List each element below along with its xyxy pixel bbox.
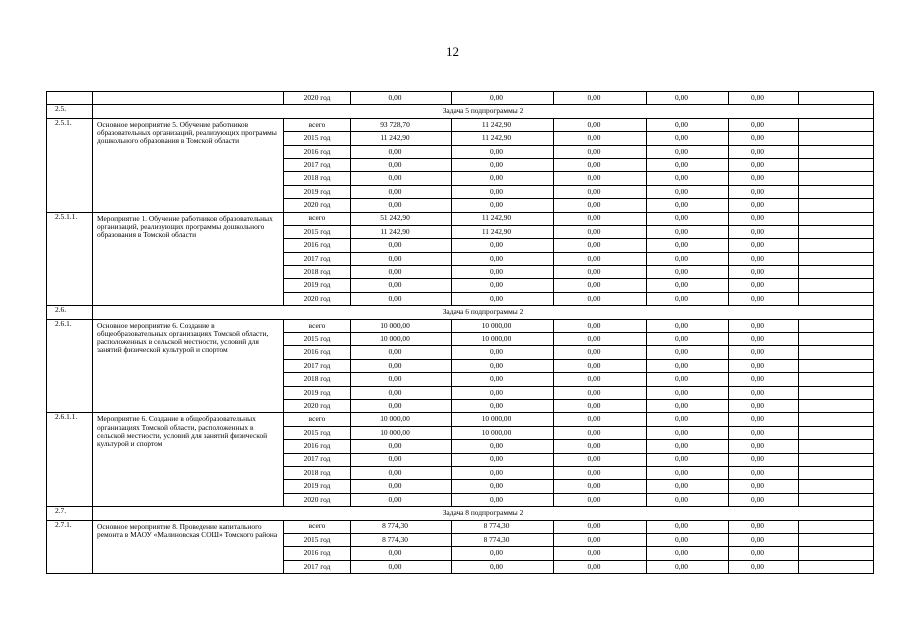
empty-cell	[799, 533, 874, 546]
empty-cell	[799, 239, 874, 252]
value-cell: 0,00	[452, 185, 554, 198]
value-cell: 0,00	[554, 118, 647, 131]
empty-cell	[799, 560, 874, 573]
value-cell: 0,00	[647, 386, 729, 399]
value-cell: 0,00	[351, 480, 452, 493]
value-cell: 0,00	[729, 319, 799, 332]
value-cell: 0,00	[351, 158, 452, 171]
value-cell: 0,00	[647, 225, 729, 238]
value-cell: 0,00	[647, 92, 729, 105]
item-name: Мероприятие 1. Обучение работников образовательных организаций, реализующих программы дошкольного образования в Томской области	[93, 212, 284, 306]
empty-cell	[799, 158, 874, 171]
table-row	[47, 92, 874, 105]
value-cell: 0,00	[647, 426, 729, 439]
year-cell: 2020 год	[284, 292, 351, 305]
empty-cell	[93, 92, 284, 105]
item-name: Основное мероприятие 5. Обучение работников образовательных организаций, реализующих программы дошкольного образования в Томской области	[93, 118, 284, 212]
value-cell: 8 774,30	[351, 520, 452, 533]
item-name: Мероприятие 6. Создание в общеобразовательных организациях Томской области, расположенных в сельской местности, условий для занятий физической культурой и спортом	[93, 413, 284, 507]
year-cell: 2016 год	[284, 440, 351, 453]
empty-cell	[799, 292, 874, 305]
value-cell: 10 000,00	[351, 333, 452, 346]
item-name: Основное мероприятие 6. Создание в общеобразовательных организациях Томской области, расположенных в сельской местности, условий для занятий физической культурой и спортом	[93, 319, 284, 413]
empty-cell	[799, 333, 874, 346]
value-cell: 0,00	[729, 212, 799, 225]
value-cell: 0,00	[729, 466, 799, 479]
empty-cell	[799, 252, 874, 265]
value-cell: 0,00	[452, 92, 554, 105]
table-row	[47, 319, 874, 332]
year-cell: всего	[284, 212, 351, 225]
empty-cell	[799, 319, 874, 332]
empty-cell	[799, 440, 874, 453]
value-cell: 0,00	[554, 426, 647, 439]
year-cell: 2015 год	[284, 333, 351, 346]
value-cell: 0,00	[351, 92, 452, 105]
value-cell: 0,00	[729, 252, 799, 265]
value-cell: 0,00	[647, 333, 729, 346]
empty-cell	[799, 145, 874, 158]
table-row	[47, 118, 874, 131]
value-cell: 11 242,90	[452, 225, 554, 238]
value-cell: 0,00	[554, 440, 647, 453]
value-cell: 0,00	[729, 145, 799, 158]
value-cell: 0,00	[554, 547, 647, 560]
value-cell: 0,00	[729, 386, 799, 399]
empty-cell	[799, 172, 874, 185]
task-row	[47, 507, 874, 520]
value-cell: 0,00	[452, 266, 554, 279]
empty-cell	[799, 466, 874, 479]
value-cell: 0,00	[351, 199, 452, 212]
empty-cell	[799, 547, 874, 560]
value-cell: 0,00	[729, 440, 799, 453]
year-cell: 2019 год	[284, 386, 351, 399]
value-cell: 0,00	[554, 132, 647, 145]
value-cell: 0,00	[351, 453, 452, 466]
year-cell: 2015 год	[284, 225, 351, 238]
value-cell: 0,00	[647, 279, 729, 292]
page-number: 12	[446, 44, 459, 59]
year-cell: всего	[284, 319, 351, 332]
year-cell: 2015 год	[284, 533, 351, 546]
empty-cell	[799, 279, 874, 292]
value-cell: 0,00	[554, 212, 647, 225]
value-cell: 0,00	[452, 252, 554, 265]
value-cell: 0,00	[452, 480, 554, 493]
budget-table	[46, 91, 874, 574]
year-cell: 2019 год	[284, 279, 351, 292]
year-cell: 2018 год	[284, 172, 351, 185]
empty-cell	[799, 199, 874, 212]
value-cell: 0,00	[729, 359, 799, 372]
value-cell: 0,00	[452, 399, 554, 412]
value-cell: 0,00	[729, 426, 799, 439]
value-cell: 0,00	[351, 440, 452, 453]
value-cell: 0,00	[729, 346, 799, 359]
value-cell: 0,00	[729, 413, 799, 426]
value-cell: 0,00	[452, 292, 554, 305]
value-cell: 0,00	[554, 145, 647, 158]
budget-body	[47, 92, 874, 574]
value-cell: 0,00	[647, 480, 729, 493]
value-cell: 0,00	[452, 279, 554, 292]
empty-cell	[799, 493, 874, 506]
item-number: 2.6.1.1.	[47, 413, 93, 507]
task-number: 2.5.	[47, 105, 93, 118]
table-row	[47, 413, 874, 426]
value-cell: 0,00	[729, 132, 799, 145]
value-cell: 0,00	[729, 92, 799, 105]
value-cell: 0,00	[647, 453, 729, 466]
value-cell: 0,00	[647, 292, 729, 305]
value-cell: 0,00	[729, 225, 799, 238]
value-cell: 0,00	[647, 118, 729, 131]
value-cell: 10 000,00	[452, 426, 554, 439]
value-cell: 0,00	[554, 158, 647, 171]
value-cell: 93 728,70	[351, 118, 452, 131]
empty-cell	[799, 359, 874, 372]
value-cell: 0,00	[647, 145, 729, 158]
value-cell: 0,00	[554, 466, 647, 479]
value-cell: 0,00	[452, 145, 554, 158]
value-cell: 0,00	[554, 279, 647, 292]
empty-cell	[799, 480, 874, 493]
value-cell: 0,00	[554, 185, 647, 198]
value-cell: 0,00	[351, 266, 452, 279]
value-cell: 0,00	[647, 413, 729, 426]
value-cell: 0,00	[452, 547, 554, 560]
value-cell: 10 000,00	[452, 333, 554, 346]
empty-cell	[799, 386, 874, 399]
value-cell: 10 000,00	[452, 413, 554, 426]
value-cell: 0,00	[647, 399, 729, 412]
task-title: Задача 6 подпрограммы 2	[93, 306, 874, 319]
value-cell: 0,00	[729, 333, 799, 346]
value-cell: 0,00	[351, 386, 452, 399]
value-cell: 0,00	[647, 266, 729, 279]
value-cell: 0,00	[647, 466, 729, 479]
empty-cell	[799, 453, 874, 466]
empty-cell	[799, 413, 874, 426]
empty-cell	[799, 92, 874, 105]
value-cell: 0,00	[351, 292, 452, 305]
year-cell: 2020 год	[284, 493, 351, 506]
value-cell: 0,00	[729, 172, 799, 185]
task-title: Задача 5 подпрограммы 2	[93, 105, 874, 118]
value-cell: 0,00	[729, 199, 799, 212]
table-row	[47, 520, 874, 533]
empty-cell	[799, 118, 874, 131]
empty-cell	[799, 225, 874, 238]
value-cell: 0,00	[452, 453, 554, 466]
value-cell: 0,00	[554, 92, 647, 105]
empty-cell	[799, 212, 874, 225]
value-cell: 0,00	[351, 346, 452, 359]
year-cell: 2017 год	[284, 560, 351, 573]
value-cell: 11 242,90	[452, 132, 554, 145]
value-cell: 0,00	[554, 413, 647, 426]
year-cell: 2018 год	[284, 373, 351, 386]
year-cell: 2020 год	[284, 399, 351, 412]
empty-cell	[799, 132, 874, 145]
year-cell: 2016 год	[284, 239, 351, 252]
value-cell: 0,00	[351, 466, 452, 479]
value-cell: 0,00	[452, 373, 554, 386]
value-cell: 0,00	[729, 158, 799, 171]
empty-cell	[799, 346, 874, 359]
empty-cell	[799, 373, 874, 386]
value-cell: 0,00	[351, 172, 452, 185]
item-number: 2.5.1.1.	[47, 212, 93, 306]
value-cell: 0,00	[554, 319, 647, 332]
value-cell: 0,00	[452, 346, 554, 359]
value-cell: 51 242,90	[351, 212, 452, 225]
value-cell: 0,00	[729, 279, 799, 292]
value-cell: 0,00	[729, 185, 799, 198]
value-cell: 10 000,00	[351, 413, 452, 426]
year-cell: 2015 год	[284, 426, 351, 439]
value-cell: 0,00	[351, 399, 452, 412]
value-cell: 0,00	[554, 386, 647, 399]
value-cell: 0,00	[647, 252, 729, 265]
year-cell: всего	[284, 413, 351, 426]
value-cell: 0,00	[351, 373, 452, 386]
empty-cell	[799, 185, 874, 198]
year-cell: 2019 год	[284, 480, 351, 493]
year-cell: 2017 год	[284, 158, 351, 171]
value-cell: 0,00	[554, 239, 647, 252]
value-cell: 0,00	[452, 466, 554, 479]
value-cell: 0,00	[729, 239, 799, 252]
task-row	[47, 105, 874, 118]
value-cell: 0,00	[554, 292, 647, 305]
value-cell: 0,00	[647, 212, 729, 225]
value-cell: 0,00	[554, 266, 647, 279]
value-cell: 0,00	[554, 533, 647, 546]
year-cell: 2017 год	[284, 453, 351, 466]
value-cell: 0,00	[729, 547, 799, 560]
value-cell: 0,00	[452, 440, 554, 453]
value-cell: 0,00	[647, 319, 729, 332]
value-cell: 0,00	[452, 172, 554, 185]
empty-cell	[799, 266, 874, 279]
value-cell: 0,00	[452, 239, 554, 252]
value-cell: 0,00	[647, 239, 729, 252]
value-cell: 0,00	[452, 493, 554, 506]
value-cell: 0,00	[729, 493, 799, 506]
value-cell: 11 242,90	[452, 118, 554, 131]
empty-cell	[799, 426, 874, 439]
value-cell: 0,00	[554, 520, 647, 533]
year-cell: 2020 год	[284, 92, 351, 105]
value-cell: 0,00	[729, 520, 799, 533]
value-cell: 0,00	[647, 373, 729, 386]
value-cell: 0,00	[729, 266, 799, 279]
value-cell: 8 774,30	[452, 520, 554, 533]
value-cell: 0,00	[647, 185, 729, 198]
value-cell: 0,00	[351, 547, 452, 560]
value-cell: 0,00	[351, 239, 452, 252]
year-cell: 2016 год	[284, 547, 351, 560]
value-cell: 8 774,30	[351, 533, 452, 546]
value-cell: 0,00	[351, 145, 452, 158]
value-cell: 0,00	[554, 493, 647, 506]
value-cell: 0,00	[452, 199, 554, 212]
value-cell: 0,00	[554, 480, 647, 493]
task-number: 2.7.	[47, 507, 93, 520]
value-cell: 0,00	[729, 399, 799, 412]
table-row	[47, 212, 874, 225]
value-cell: 0,00	[452, 158, 554, 171]
value-cell: 0,00	[647, 346, 729, 359]
item-number: 2.5.1.	[47, 118, 93, 212]
value-cell: 0,00	[729, 533, 799, 546]
value-cell: 0,00	[647, 560, 729, 573]
year-cell: 2016 год	[284, 145, 351, 158]
year-cell: 2015 год	[284, 132, 351, 145]
empty-cell	[799, 520, 874, 533]
value-cell: 0,00	[351, 252, 452, 265]
value-cell: 10 000,00	[351, 319, 452, 332]
value-cell: 11 242,90	[452, 212, 554, 225]
value-cell: 0,00	[554, 333, 647, 346]
value-cell: 0,00	[554, 453, 647, 466]
value-cell: 0,00	[452, 386, 554, 399]
value-cell: 0,00	[729, 480, 799, 493]
year-cell: всего	[284, 118, 351, 131]
value-cell: 0,00	[729, 560, 799, 573]
value-cell: 0,00	[554, 225, 647, 238]
value-cell: 0,00	[647, 547, 729, 560]
value-cell: 0,00	[729, 373, 799, 386]
value-cell: 0,00	[351, 359, 452, 372]
value-cell: 0,00	[729, 292, 799, 305]
value-cell: 0,00	[452, 560, 554, 573]
value-cell: 0,00	[554, 252, 647, 265]
year-cell: 2016 год	[284, 346, 351, 359]
value-cell: 0,00	[554, 172, 647, 185]
item-name: Основное мероприятие 8. Проведение капитального ремонта в МАОУ «Малиновская СОШ» Томского района	[93, 520, 284, 574]
value-cell: 11 242,90	[351, 132, 452, 145]
value-cell: 0,00	[647, 533, 729, 546]
value-cell: 10 000,00	[351, 426, 452, 439]
value-cell: 0,00	[452, 359, 554, 372]
item-number: 2.6.1.	[47, 319, 93, 413]
empty-cell	[799, 399, 874, 412]
year-cell: 2020 год	[284, 199, 351, 212]
value-cell: 0,00	[554, 373, 647, 386]
value-cell: 0,00	[554, 560, 647, 573]
year-cell: 2018 год	[284, 266, 351, 279]
value-cell: 0,00	[647, 132, 729, 145]
item-number: 2.7.1.	[47, 520, 93, 574]
task-title: Задача 8 подпрограммы 2	[93, 507, 874, 520]
task-number: 2.6.	[47, 306, 93, 319]
value-cell: 8 774,30	[452, 533, 554, 546]
value-cell: 0,00	[647, 359, 729, 372]
value-cell: 0,00	[729, 118, 799, 131]
year-cell: 2018 год	[284, 466, 351, 479]
value-cell: 0,00	[647, 520, 729, 533]
value-cell: 0,00	[351, 279, 452, 292]
value-cell: 0,00	[554, 359, 647, 372]
empty-cell	[47, 92, 93, 105]
year-cell: 2017 год	[284, 252, 351, 265]
value-cell: 0,00	[647, 158, 729, 171]
value-cell: 0,00	[351, 493, 452, 506]
value-cell: 11 242,90	[351, 225, 452, 238]
value-cell: 0,00	[351, 560, 452, 573]
value-cell: 0,00	[554, 399, 647, 412]
task-row	[47, 306, 874, 319]
value-cell: 0,00	[647, 440, 729, 453]
year-cell: 2019 год	[284, 185, 351, 198]
value-cell: 0,00	[647, 172, 729, 185]
value-cell: 0,00	[554, 346, 647, 359]
year-cell: всего	[284, 520, 351, 533]
value-cell: 0,00	[647, 493, 729, 506]
value-cell: 0,00	[729, 453, 799, 466]
value-cell: 0,00	[554, 199, 647, 212]
value-cell: 10 000,00	[452, 319, 554, 332]
value-cell: 0,00	[647, 199, 729, 212]
value-cell: 0,00	[351, 185, 452, 198]
year-cell: 2017 год	[284, 359, 351, 372]
